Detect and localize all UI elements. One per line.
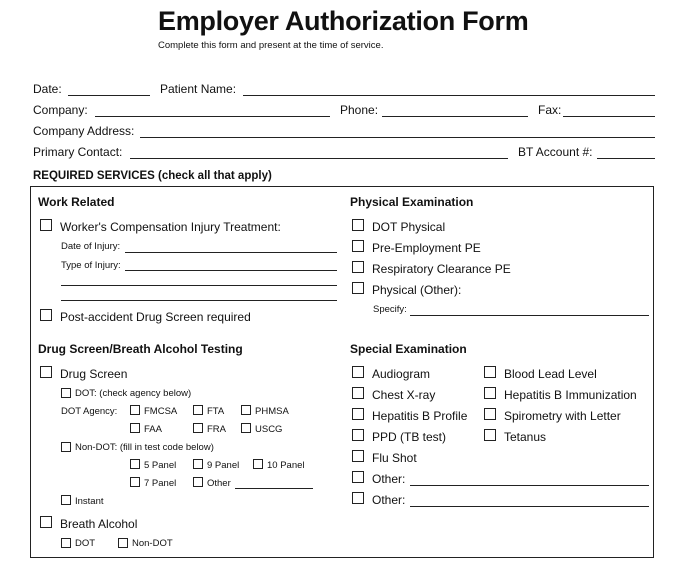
special-other-1-field[interactable] <box>410 485 649 486</box>
agency-phmsa-label: PHMSA <box>255 406 289 417</box>
company-label: Company: <box>33 103 88 117</box>
date-of-injury-field[interactable] <box>125 252 337 253</box>
form-subtitle: Complete this form and present at the time of service. <box>158 40 384 51</box>
workers-comp-label: Worker's Compensation Injury Treatment: <box>60 220 281 234</box>
drug-screen-checkbox[interactable] <box>40 366 52 378</box>
flu-shot-label: Flu Shot <box>372 451 417 465</box>
pre-employment-label: Pre-Employment PE <box>372 241 481 255</box>
hep-b-immunization-checkbox[interactable] <box>484 387 496 399</box>
dot-label: DOT: (check agency below) <box>75 388 192 399</box>
dot-checkbox[interactable] <box>61 388 71 398</box>
panel-7-checkbox[interactable] <box>130 477 140 487</box>
hep-b-profile-checkbox[interactable] <box>352 408 364 420</box>
primary-contact-label: Primary Contact: <box>33 145 123 159</box>
panel-5-label: 5 Panel <box>144 460 177 471</box>
audiogram-label: Audiogram <box>372 367 431 381</box>
breath-alcohol-label: Breath Alcohol <box>60 517 138 531</box>
agency-fta-checkbox[interactable] <box>193 405 203 415</box>
primary-contact-field[interactable] <box>130 158 508 159</box>
agency-phmsa-checkbox[interactable] <box>241 405 251 415</box>
flu-shot-checkbox[interactable] <box>352 450 364 462</box>
phone-label: Phone: <box>340 103 379 117</box>
workers-comp-checkbox[interactable] <box>40 219 52 231</box>
non-dot-label: Non-DOT: (fill in test code below) <box>75 442 214 453</box>
physical-exam-heading: Physical Examination <box>350 195 474 209</box>
non-dot-checkbox[interactable] <box>61 442 71 452</box>
drug-screen-label: Drug Screen <box>60 367 128 381</box>
date-label: Date: <box>33 82 62 96</box>
breath-alcohol-checkbox[interactable] <box>40 516 52 528</box>
respiratory-label: Respiratory Clearance PE <box>372 262 511 276</box>
type-of-injury-label: Type of Injury: <box>61 260 121 271</box>
ba-dot-label: DOT <box>75 538 96 549</box>
agency-uscg-checkbox[interactable] <box>241 423 251 433</box>
blood-lead-checkbox[interactable] <box>484 366 496 378</box>
panel-other-checkbox[interactable] <box>193 477 203 487</box>
panel-other-label: Other <box>207 478 231 489</box>
injury-extra-line[interactable] <box>61 300 337 301</box>
agency-uscg-label: USCG <box>255 424 283 435</box>
agency-faa-label: FAA <box>144 424 162 435</box>
work-related-heading: Work Related <box>38 195 115 209</box>
fax-label: Fax: <box>538 103 562 117</box>
ppd-label: PPD (TB test) <box>372 430 447 444</box>
patient-name-label: Patient Name: <box>160 82 237 96</box>
bt-account-label: BT Account #: <box>518 145 593 159</box>
special-other-1-checkbox[interactable] <box>352 471 364 483</box>
dot-physical-checkbox[interactable] <box>352 219 364 231</box>
agency-fra-checkbox[interactable] <box>193 423 203 433</box>
dot-agency-label: DOT Agency: <box>61 406 118 417</box>
ppd-checkbox[interactable] <box>352 429 364 441</box>
ba-dot-checkbox[interactable] <box>61 538 71 548</box>
drug-screen-heading: Drug Screen/Breath Alcohol Testing <box>38 342 243 356</box>
pre-employment-checkbox[interactable] <box>352 240 364 252</box>
special-other-2-checkbox[interactable] <box>352 492 364 504</box>
specify-field[interactable] <box>410 315 649 316</box>
spirometry-label: Spirometry with Letter <box>504 409 621 423</box>
phone-field[interactable] <box>382 116 528 117</box>
company-address-label: Company Address: <box>33 124 135 138</box>
injury-extra-line[interactable] <box>61 285 337 286</box>
chest-xray-label: Chest X-ray <box>372 388 436 402</box>
hep-b-immunization-label: Hepatitis B Immunization <box>504 388 637 402</box>
physical-other-label: Physical (Other): <box>372 283 462 297</box>
agency-fmcsa-checkbox[interactable] <box>130 405 140 415</box>
company-field[interactable] <box>95 116 330 117</box>
patient-name-field[interactable] <box>243 95 655 96</box>
respiratory-checkbox[interactable] <box>352 261 364 273</box>
panel-9-checkbox[interactable] <box>193 459 203 469</box>
instant-checkbox[interactable] <box>61 495 71 505</box>
blood-lead-label: Blood Lead Level <box>504 367 597 381</box>
panel-10-label: 10 Panel <box>267 460 305 471</box>
post-accident-checkbox[interactable] <box>40 309 52 321</box>
panel-other-field[interactable] <box>235 488 313 489</box>
ba-non-dot-label: Non-DOT <box>132 538 173 549</box>
bt-account-field[interactable] <box>597 158 655 159</box>
instant-label: Instant <box>75 496 104 507</box>
panel-7-label: 7 Panel <box>144 478 177 489</box>
special-other-1-label: Other: <box>372 472 406 486</box>
ba-non-dot-checkbox[interactable] <box>118 538 128 548</box>
special-other-2-field[interactable] <box>410 506 649 507</box>
physical-other-checkbox[interactable] <box>352 282 364 294</box>
special-other-2-label: Other: <box>372 493 406 507</box>
spirometry-checkbox[interactable] <box>484 408 496 420</box>
agency-fmcsa-label: FMCSA <box>144 406 178 417</box>
audiogram-checkbox[interactable] <box>352 366 364 378</box>
dot-physical-label: DOT Physical <box>372 220 446 234</box>
special-exam-heading: Special Examination <box>350 342 467 356</box>
date-field[interactable] <box>68 95 150 96</box>
date-of-injury-label: Date of Injury: <box>61 241 121 252</box>
specify-label: Specify: <box>373 304 407 315</box>
panel-9-label: 9 Panel <box>207 460 240 471</box>
panel-5-checkbox[interactable] <box>130 459 140 469</box>
required-services-heading: REQUIRED SERVICES (check all that apply) <box>33 170 272 182</box>
form-title: Employer Authorization Form <box>158 6 529 36</box>
chest-xray-checkbox[interactable] <box>352 387 364 399</box>
agency-faa-checkbox[interactable] <box>130 423 140 433</box>
tetanus-label: Tetanus <box>504 430 547 444</box>
panel-10-checkbox[interactable] <box>253 459 263 469</box>
agency-fta-label: FTA <box>207 406 225 417</box>
type-of-injury-field[interactable] <box>125 270 337 271</box>
company-address-field[interactable] <box>140 137 655 138</box>
agency-fra-label: FRA <box>207 424 226 435</box>
post-accident-label: Post-accident Drug Screen required <box>60 310 251 324</box>
tetanus-checkbox[interactable] <box>484 429 496 441</box>
fax-field[interactable] <box>563 116 655 117</box>
hep-b-profile-label: Hepatitis B Profile <box>372 409 468 423</box>
